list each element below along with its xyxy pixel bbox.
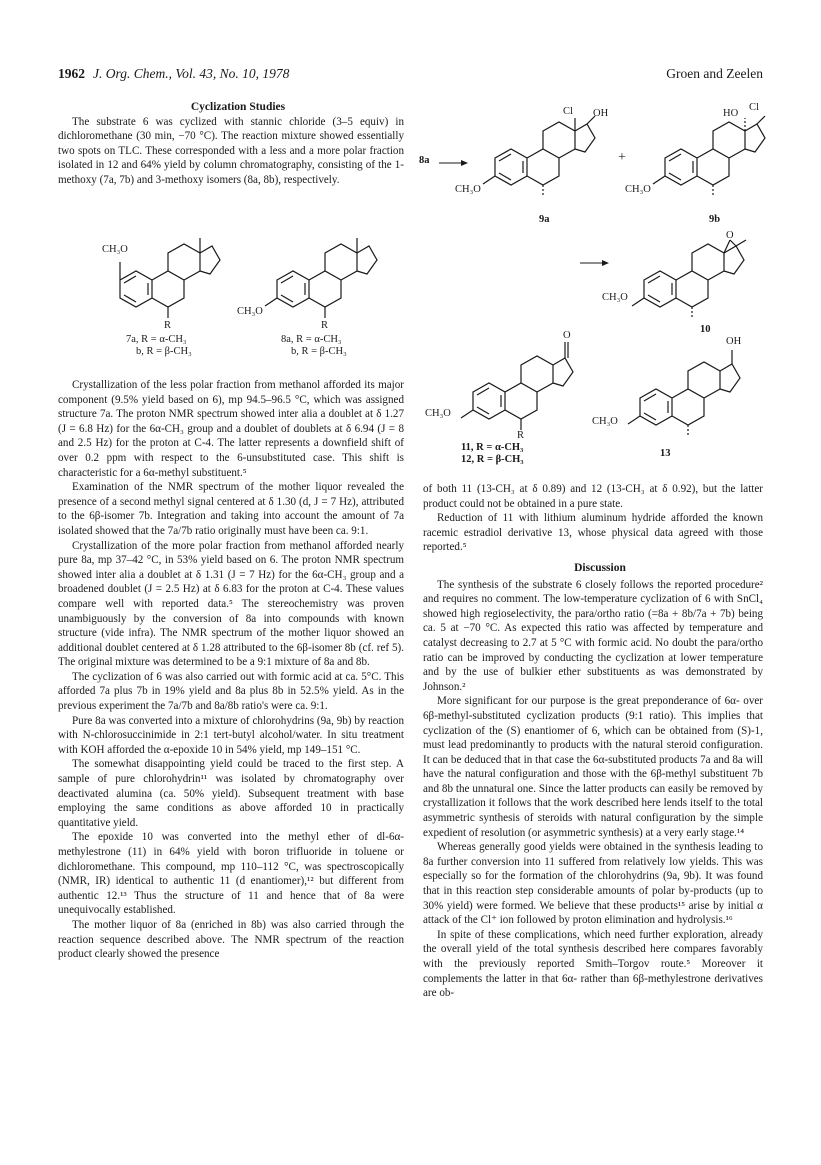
paragraph: of both 11 (13-CH₃ at δ 0.89) and 12 (13-CH₃ at δ 0.92), but the latter product could not be obtained in a pure state. bbox=[423, 483, 763, 510]
plus-sign: + bbox=[618, 150, 626, 165]
label-7a: 7a, R = α-CH₃ bbox=[126, 334, 187, 345]
methoxy-label: CH₃O bbox=[102, 244, 128, 255]
ketone-o-label: O bbox=[563, 330, 571, 341]
label-12: 12, R = β-CH₃ bbox=[461, 454, 524, 465]
methoxy-label: CH₃O bbox=[237, 306, 263, 317]
paragraph: Crystallization of the less polar fraction from methanol afforded its major component (9.5% yield based on 6), mp 94.5–96.5 °C, which was assigned structure 7a. The proton NMR spectrum showed inter alia a doublet at δ 1.27 (J = 6.8 Hz) for the 6α-CH₃ group and a doublet of doublets at δ 6.94 (J = 8 and 2.5 Hz) for the proton at C-4. The latter represents a downfield shift of over 0.2 ppm with respect to the 6-unsubstituted case. This shift is characteristic for a 6α-methyl substituent.⁵ bbox=[58, 379, 404, 479]
steroid-skeleton-8 bbox=[233, 238, 393, 333]
epoxide-o-label: O bbox=[726, 230, 734, 241]
hydroxyl-label: OH bbox=[726, 336, 742, 347]
ho-label: HO bbox=[723, 108, 739, 119]
structure-7 bbox=[98, 238, 238, 363]
page-number: 1962 bbox=[58, 66, 85, 81]
steroid-skeleton-7 bbox=[98, 238, 238, 333]
paragraph: The cyclization of 6 was also carried out with formic acid at ca. 5°C. This afforded 7a plus 7b in 19% yield and 8a plus 8b in 52.5% yield. As in the previous experiment the 7a/7b and 8a/8b ratio's were ca. 9:1. bbox=[58, 670, 404, 713]
section-heading-discussion: Discussion bbox=[574, 561, 626, 574]
running-header bbox=[58, 66, 763, 84]
cl-label: Cl bbox=[563, 106, 573, 117]
label-7b: b, R = β-CH₃ bbox=[136, 346, 192, 357]
header-left bbox=[58, 66, 289, 82]
compound-13-label: 13 bbox=[660, 448, 671, 459]
label-8b: b, R = β-CH₃ bbox=[291, 346, 347, 357]
steroid-skeleton-13 bbox=[590, 338, 770, 448]
methoxy-label: CH₃O bbox=[455, 184, 481, 195]
reaction-scheme bbox=[415, 100, 775, 475]
label-8a: 8a, R = α-CH₃ bbox=[281, 334, 342, 345]
structure-10 bbox=[600, 230, 760, 340]
compound-10-label: 10 bbox=[700, 324, 711, 335]
label-11: 11, R = α-CH₃ bbox=[461, 442, 524, 453]
paragraph: The epoxide 10 was converted into the methyl ether of dl-6α-methylestrone (11) in 64% yield with boron trifluoride in toluene or dichloromethane. This compound, mp 110–112 °C, was spectroscopically (NMR, IR) identical to authentic 11 (d enantiomer),¹² but different from authentic 12.¹³ Thus the structure of 11 and hence that of 8a were unequivocally established. bbox=[58, 831, 404, 917]
compound-9a-label: 9a bbox=[539, 214, 550, 225]
section-heading-cyclization: Cyclization Studies bbox=[190, 101, 286, 113]
paragraph: The substrate 6 was cyclized with stannic chloride (3–5 equiv) in dichloromethane (30 min, −70 °C). The reaction mixture showed essentially two spots on TLC. These corresponded with a less and a more polar fraction isolated in 12 and 64% yield by column chromatography, consisting of the 1-methoxy (7a, 7b) and 3-methoxy isomers (8a, 8b), respectively. bbox=[58, 115, 404, 186]
paragraph: In spite of these complications, which need further exploration, already the overall yield of the total synthesis described here compares favorably with the previously reported Smith–Torgov route.⁵ Moreover it complements the latter in that 6α- rather than 6β-methylestrone derivatives are ob- bbox=[423, 928, 763, 1000]
steroid-skeleton-10 bbox=[600, 230, 760, 330]
paragraph: More significant for our purpose is the great preponderance of 6α- over 6β-methyl-substituted cyclization products (9:1 ratio). This implies that cyclization of the (S) enantiomer of 6, which can be obtained from (S)-1, must lead predominantly to products with the natural steroid configuration. It can be deduced that in that case the 6α-substituted products 7a and 8a will have the natural configuration and those with the 6β-methyl substituent 7b and 8b the unnatural one. Since the latter products can easily be removed by crystallization it follows that the work described here lends itself to the total asymmetric synthesis of steroids with natural configuration by the simple expedient of resolution (or asymmetric synthesis) at a very early stage.¹⁴ bbox=[423, 695, 763, 839]
r-label: R bbox=[321, 320, 329, 331]
steroid-skeleton-11 bbox=[425, 330, 595, 440]
methoxy-label: CH₃O bbox=[602, 292, 628, 303]
header-authors: Groen and Zeelen bbox=[666, 66, 763, 81]
compound-9b-label: 9b bbox=[709, 214, 721, 225]
methoxy-label: CH₃O bbox=[625, 184, 651, 195]
structure-9a bbox=[455, 100, 609, 230]
left-column-continued bbox=[58, 378, 404, 962]
journal-citation: J. Org. Chem., Vol. 43, No. 10, 1978 bbox=[93, 66, 290, 81]
paragraph: Examination of the NMR spectrum of the mother liquor revealed the presence of a second methyl signal centered at δ 1.30 (d, J = 7 Hz), attributed to the 6β-isomer 7b. Integration and taking into account the amount of 7a isolated showed that the 7a/7b ratio originally must have been ca. 9:1. bbox=[58, 481, 404, 537]
right-column bbox=[423, 482, 763, 1001]
paragraph: Pure 8a was converted into a mixture of chlorohydrins (9a, 9b) by reaction with N-chlorosuccinimide in 2:1 tert-butyl alcohol/water. In situ treatment with KOH afforded the α-epoxide 10 in 54% yield, mp 149–151 °C. bbox=[58, 714, 404, 756]
r-label: R bbox=[517, 430, 525, 441]
paragraph: The mother liquor of 8a (enriched in 8b) was also carried through the reaction sequence described above. The NMR spectrum of the reaction product clearly showed the presence bbox=[58, 918, 404, 961]
paragraph: The synthesis of the substrate 6 closely follows the reported procedure² and requires no comment. The low-temperature cyclization of 6 with SnCl₄ showed high regioselectivity, the para/ortho ratio (=8a + 8b/7a + 7b) being ca. 5 at −70 °C. As expected this ratio was affected by temperature and catalyst decreasing to 2.7 at 5 °C with formic acid. No doubt the para/ortho ratio can be improved by conducting the cyclization at lower temperature and by the use of bulkier ether substituents as was demonstrated by Johnson.² bbox=[423, 578, 763, 693]
r-label: R bbox=[164, 320, 172, 331]
structure-11-12 bbox=[425, 330, 595, 470]
methoxy-label: CH₃O bbox=[425, 408, 451, 419]
start-compound-label: 8a bbox=[419, 155, 430, 166]
paragraph: Whereas generally good yields were obtained in the synthesis leading to 8a further conversion into 11 suffered from relatively low yields. This was especially so for the formation of the chlorohydrins (9a, 9b). It was found that in this reaction step considerable amounts of polar by-products (up to 30% yield) were formed. We believe that these products¹⁵ arise by initial α attack of the Cl⁺ ion followed by proton elimination and hydrolysis.¹⁶ bbox=[423, 841, 763, 927]
paragraph: Reduction of 11 with lithium aluminum hydride afforded the known racemic estradiol derivative 13, whose physical data agreed with those reported.⁵ bbox=[423, 512, 763, 554]
structure-8 bbox=[233, 238, 393, 363]
cl-label: Cl bbox=[749, 102, 759, 113]
structure-9b bbox=[625, 100, 775, 230]
structure-13 bbox=[590, 338, 770, 468]
methoxy-label: CH₃O bbox=[592, 416, 618, 427]
oh-label: OH bbox=[593, 108, 609, 119]
structures-7-8 bbox=[58, 238, 404, 363]
left-column bbox=[58, 100, 404, 188]
paragraph: Crystallization of the more polar fraction from methanol afforded nearly pure 8a, mp 37–42 °C, in 53% yield based on 6. The proton NMR spectrum showed inter alia a doublet at δ 1.31 (J = 7 Hz) for the 6α-CH₃ group and a broadened doublet (J = 2.5 Hz) at δ 6.83 for the proton at C-4. These values compare well with reported data.⁵ The stereochemistry was proven unambiguously by the conversion of 8a into compounds with known structure (vide infra). The NMR spectrum of the mother liquor showed an additional doublet centered at δ 1.28 attributed to the 6β-isomer 8b (cf. ref 5). The original mixture was determined to be a 9:1 mixture of 8a and 8b. bbox=[58, 539, 404, 669]
paragraph: The somewhat disappointing yield could be traced to the first step. A sample of pure chlorohydrin¹¹ was isolated by chromatography over deactivated alumina (ca. 50% yield). Subsequent treatment with base employing the same conditions as above afforded 10 in practically quantitative yield. bbox=[58, 758, 404, 829]
